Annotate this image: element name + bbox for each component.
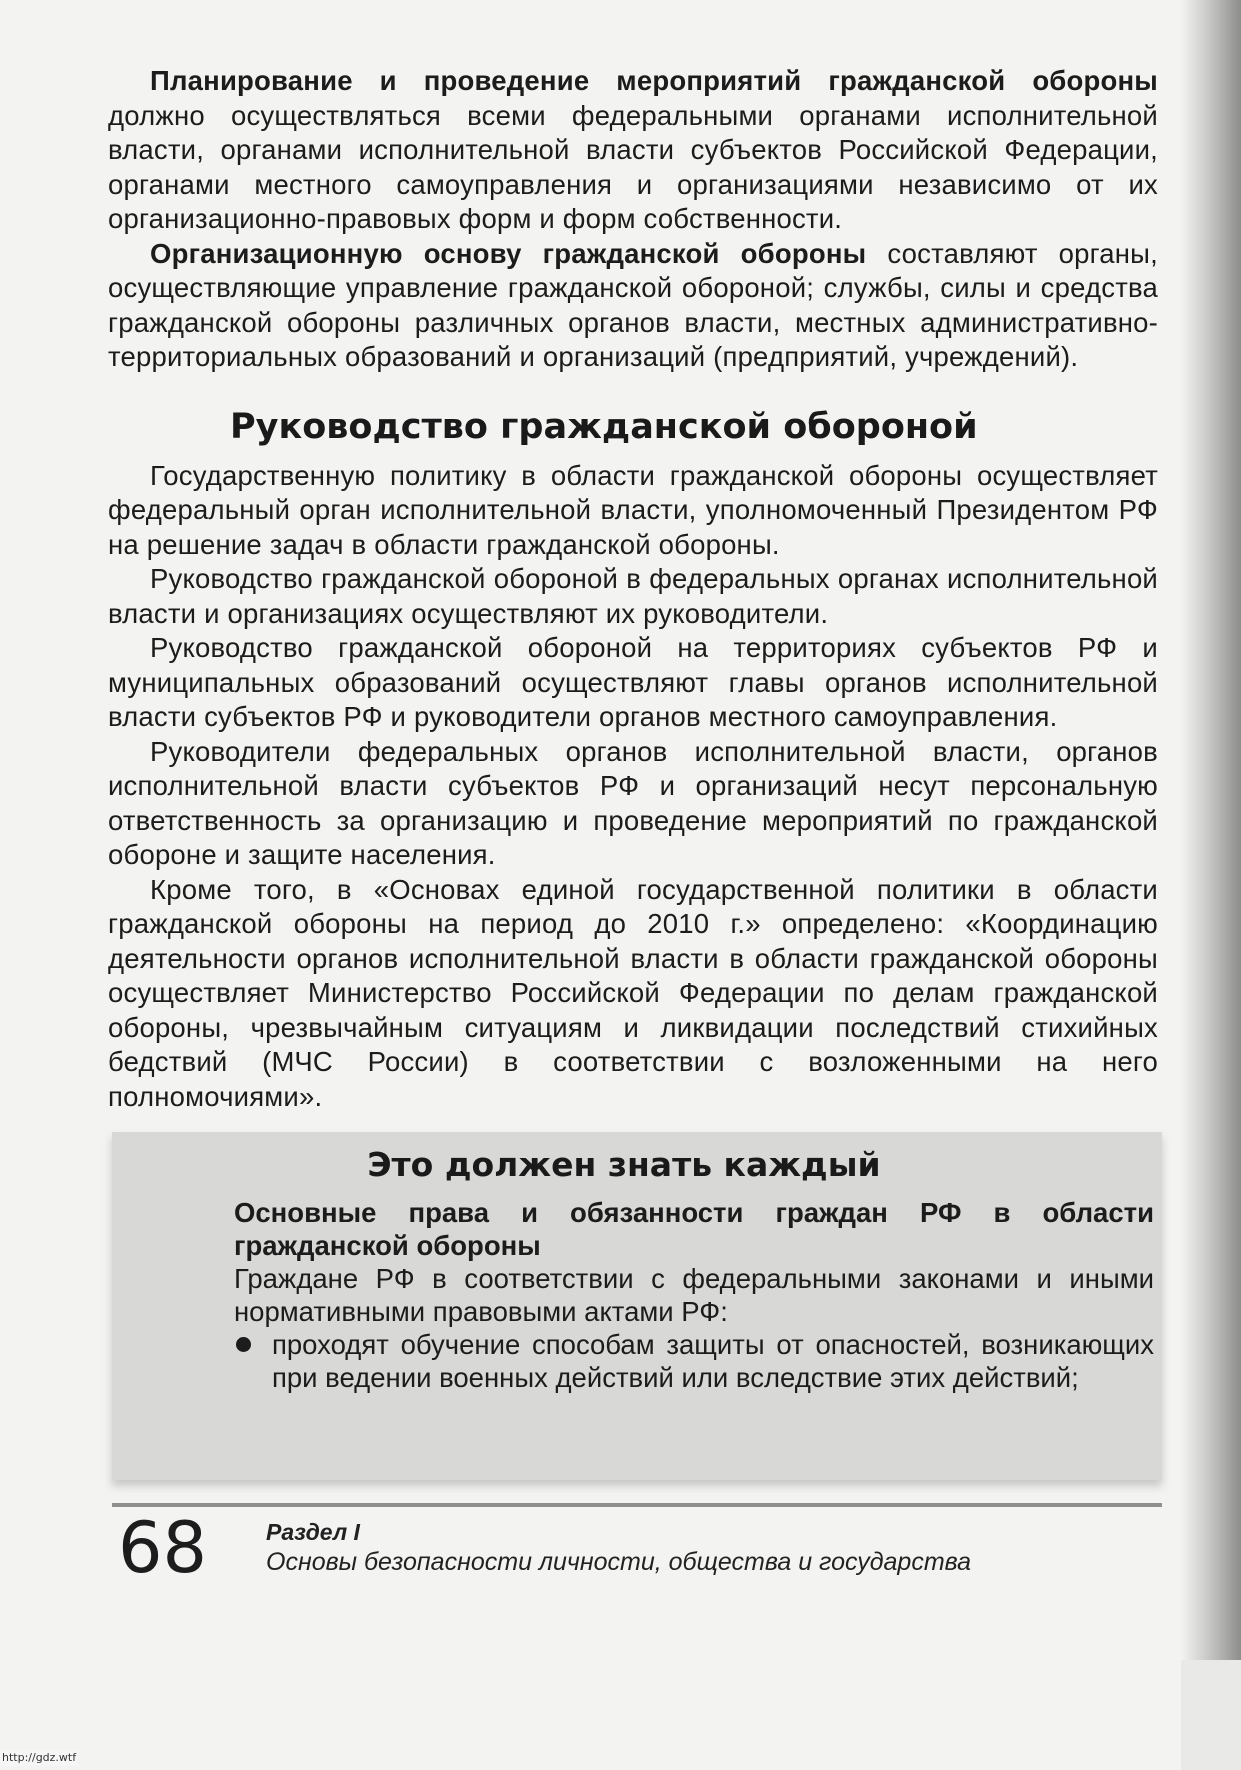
page-number: 68 bbox=[118, 1507, 208, 1589]
book-binding-shadow bbox=[1181, 0, 1241, 1770]
watermark-url: http://gdz.wtf bbox=[2, 1751, 77, 1764]
page-margin-lower bbox=[1181, 1660, 1241, 1770]
paragraph-federal-leadership: Руководство гражданской обороной в федеральных органах исполнительной власти и организациях осуществляют их руководители. bbox=[108, 563, 1158, 629]
footer-section-label: Раздел I bbox=[266, 1519, 360, 1545]
footer-section-subtitle: Основы безопасности личности, общества и государства bbox=[266, 1548, 972, 1576]
info-box-subtitle: Основные права и обязанности граждан РФ в области гражданской обороны bbox=[234, 1197, 1154, 1261]
list-item-text: проходят обучение способам защиты от опасностей, возникающих при ведении военных действий или вследствие этих действий; bbox=[272, 1329, 1154, 1393]
paragraph-planning-text: должно осуществляться всеми федеральными органами исполнительной власти, органами исполнительной власти субъектов Российской Федерации, органами местного самоуправления и организациями независимо от их организационно-правовых форм и форм собственности. bbox=[108, 99, 1158, 234]
bullet-icon bbox=[236, 1337, 251, 1352]
paragraph-organizational-basis bbox=[108, 237, 1158, 375]
footer-divider bbox=[112, 1503, 1162, 1507]
paragraph-organizational-basis-text: составляют органы, осуществляющие управление гражданской обороной; службы, силы и средства гражданской обороны различных органов власти, местных административно-территориальных образований и организаций (предприятий, учреждений). bbox=[108, 237, 1158, 372]
paragraph-planning-lead: Планирование и проведение мероприятий гражданской обороны bbox=[150, 65, 1158, 96]
paragraph-coordination: Кроме того, в «Основах единой государственной политики в области гражданской обороны на период до 2010 г.» определено: «Координацию деятельности органов исполнительной власти в области гражданской обороны осуществляет Министерство Российской Федерации по делам гражданской обороны, чрезвычайным ситуациям и ликвидации последствий стихийных бедствий (МЧС России) в соответствии с возложенными на него полномочиями». bbox=[108, 873, 1158, 1112]
paragraph-planning bbox=[108, 64, 1158, 237]
list-item bbox=[234, 1328, 1154, 1394]
info-box-list bbox=[234, 1328, 1154, 1394]
paragraph-state-policy: Государственную политику в области гражданской обороны осуществляет федеральный орган исполнительной власти, уполномоченный Президентом РФ на решение задач в области гражданской обороны. bbox=[108, 459, 1158, 560]
info-box-content bbox=[234, 1144, 1154, 1394]
info-box-intro: Граждане РФ в соответствии с федеральными законами и иными нормативными правовыми актами РФ: bbox=[234, 1263, 1154, 1327]
info-box-title: Это должен знать каждый bbox=[367, 1145, 881, 1184]
section-heading: Руководство гражданской обороной bbox=[230, 406, 978, 447]
paragraph-responsibility: Руководители федеральных органов исполнительной власти, органов исполнительной власти субъектов РФ и организаций несут персональную ответственность за организацию и проведение мероприятий по гражданской обороне и защите населения. bbox=[108, 735, 1158, 870]
page-content bbox=[108, 64, 1158, 1114]
paragraph-organizational-basis-lead: Организационную основу гражданской обороны bbox=[150, 237, 867, 269]
info-box bbox=[112, 1132, 1162, 1480]
paragraph-regional-leadership: Руководство гражданской обороной на территориях субъектов РФ и муниципальных образований осуществляют главы органов исполнительной власти субъектов РФ и руководители органов местного самоуправления. bbox=[108, 632, 1158, 732]
